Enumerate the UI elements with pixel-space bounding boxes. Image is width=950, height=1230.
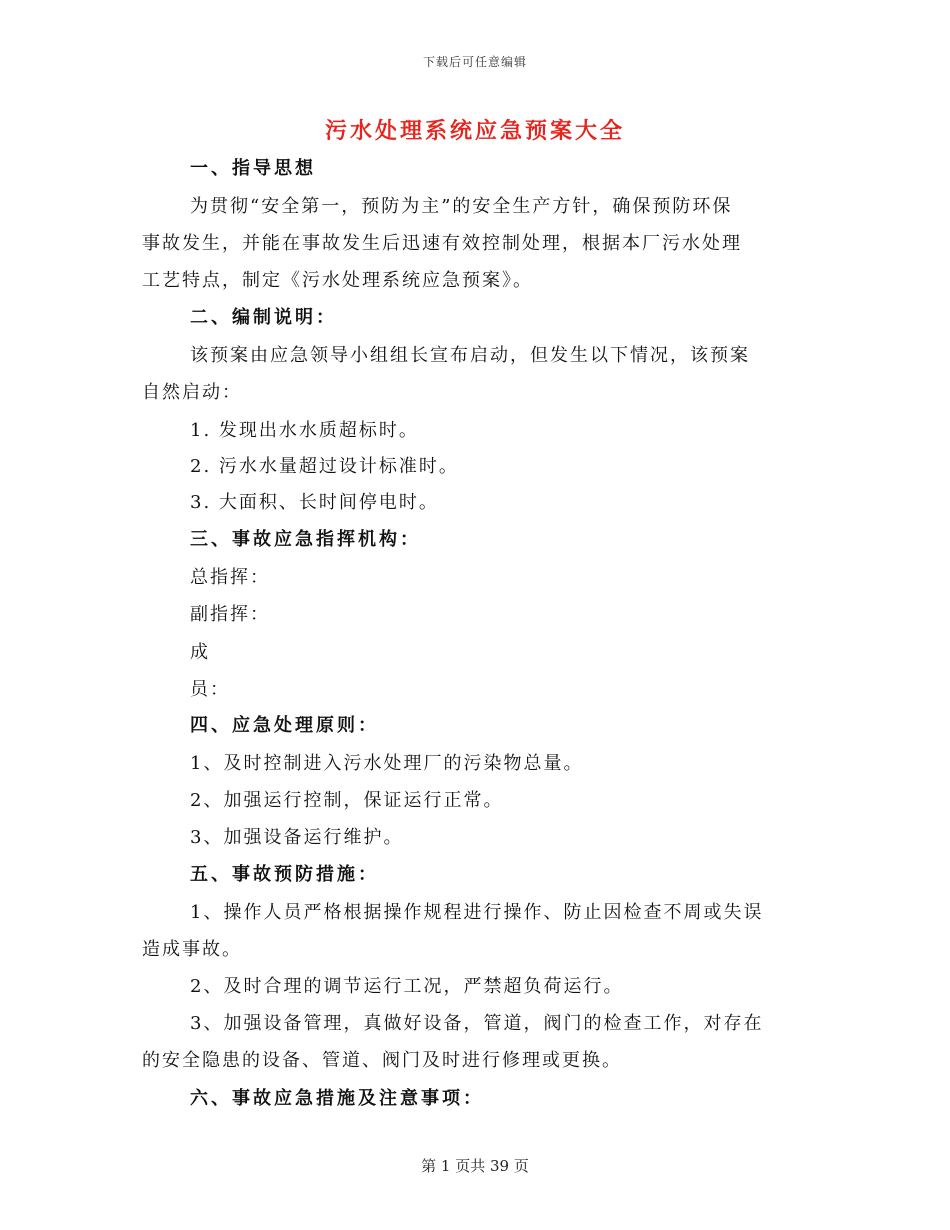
section-heading-6: 六、事故应急措施及注意事项：	[190, 1088, 484, 1109]
document-title: 污水处理系统应急预案大全	[324, 118, 625, 144]
page-footer: 第 1 页共 39 页	[421, 1157, 529, 1175]
members-label-part2: 员：	[190, 679, 230, 700]
paragraph-line: 1、操作人员严格根据操作规程进行操作、防止因检查不周或失误	[190, 902, 764, 923]
commander-label: 总指挥：	[190, 567, 270, 588]
paragraph-line: 的安全隐患的设备、管道、阀门及时进行修理或更换。	[142, 1050, 622, 1071]
section-heading-1: 一、指导思想	[190, 158, 316, 179]
list-item: 3、加强设备运行维护。	[190, 827, 404, 848]
header-note: 下载后可任意编辑	[422, 55, 527, 69]
list-item: 1. 发现出水水质超标时。	[190, 420, 419, 441]
section-heading-2: 二、编制说明：	[190, 307, 337, 328]
section-heading-4: 四、应急处理原则：	[190, 715, 379, 736]
list-item: 2. 污水水量超过设计标准时。	[190, 456, 459, 477]
paragraph-line: 为贯彻“安全第一，预防为主”的安全生产方针，确保预防环保	[190, 196, 733, 217]
paragraph-line: 3、加强设备管理，真做好设备，管道，阀门的检查工作，对存在	[190, 1013, 764, 1034]
paragraph-line: 事故发生，并能在事故发生后迅速有效控制处理，根据本厂污水处理	[142, 233, 742, 254]
list-item: 3. 大面积、长时间停电时。	[190, 492, 439, 513]
section-heading-5: 五、事故预防措施：	[190, 864, 379, 885]
members-label-part1: 成	[190, 642, 210, 663]
paragraph-line: 该预案由应急领导小组组长宣布启动，但发生以下情况，该预案	[190, 345, 750, 366]
section-heading-3: 三、事故应急指挥机构：	[190, 529, 421, 550]
deputy-label: 副指挥：	[190, 604, 270, 625]
paragraph-line: 自然启动：	[142, 382, 242, 403]
paragraph-line: 工艺特点，制定《污水处理系统应急预案》。	[142, 270, 533, 291]
paragraph-line: 造成事故。	[142, 939, 242, 960]
list-item: 1、及时控制进入污水处理厂的污染物总量。	[190, 753, 584, 774]
paragraph-line: 2、及时合理的调节运行工况，严禁超负荷运行。	[190, 976, 624, 997]
list-item: 2、加强运行控制，保证运行正常。	[190, 790, 504, 811]
